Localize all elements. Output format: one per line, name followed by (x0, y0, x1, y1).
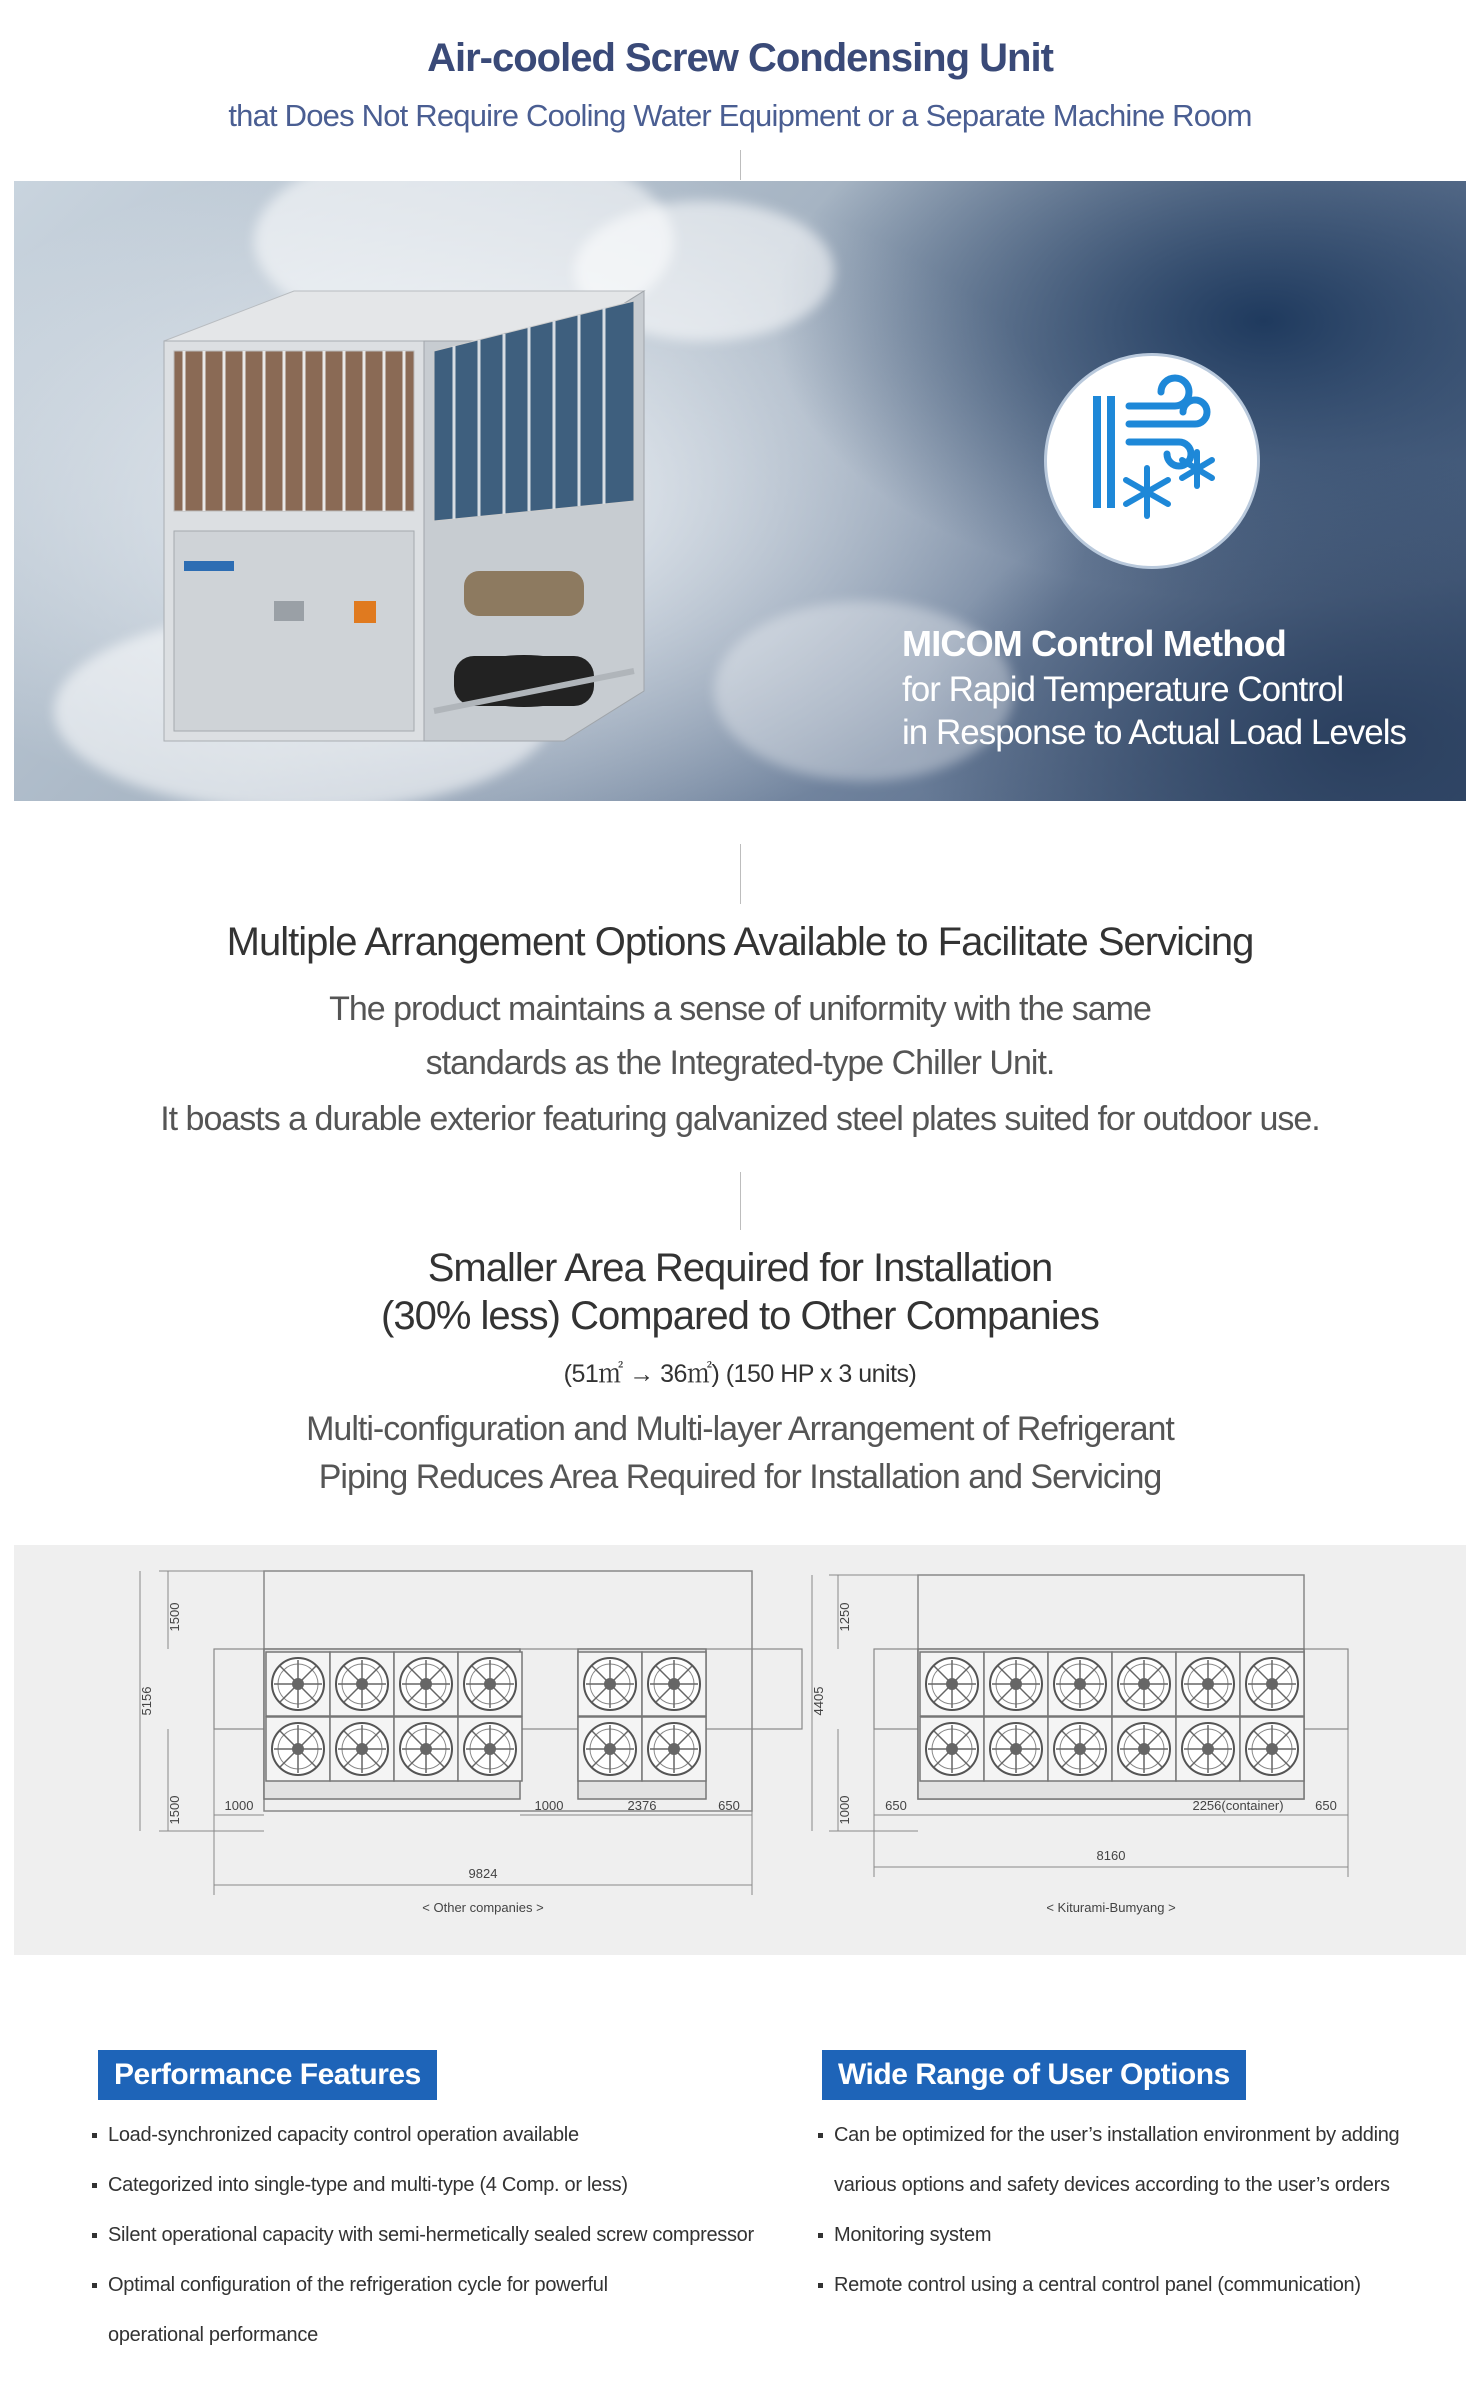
section-text-line: Piping Reduces Area Required for Installation and Servicing (318, 1458, 1162, 1496)
dim-label: 650 (718, 1798, 740, 1813)
hero-line-2: in Response to Actual Load Levels (902, 713, 1407, 752)
hero-banner (14, 181, 1466, 801)
user-options-list (818, 2110, 1458, 2310)
dim-label: 1000 (224, 1798, 254, 1813)
layout-comparison-diagram (14, 1545, 1466, 1955)
divider-line (740, 1172, 741, 1230)
area-note: (51㎡ → 36㎡) (150 HP x 3 units) (563, 1360, 917, 1388)
list-item: Silent operational capacity with semi-hermetically sealed screw compressor (92, 2210, 812, 2260)
list-item: Monitoring system (818, 2210, 1458, 2260)
dim-label: 5156 (139, 1686, 154, 1716)
dim-label: 1500 (167, 1795, 182, 1825)
list-item-continuation: various options and safety devices according to the user’s orders (834, 2174, 1390, 2196)
dim-label: 1500 (167, 1602, 182, 1632)
section-title-area: (30% less) Compared to Other Companies (381, 1294, 1099, 1338)
diagram-caption-right: < Kiturami-Bumyang > (1046, 1900, 1176, 1915)
list-item: Load-synchronized capacity control operation available (92, 2110, 812, 2160)
page-subtitle: that Does Not Require Cooling Water Equipment or a Separate Machine Room (228, 98, 1252, 133)
user-options-badge: Wide Range of User Options (822, 2050, 1246, 2100)
dim-label: 1000 (534, 1798, 564, 1813)
divider-line (740, 150, 741, 180)
dim-label: 4405 (811, 1686, 826, 1716)
list-item-continuation: operational performance (108, 2324, 318, 2346)
section-text-line: standards as the Integrated-type Chiller Unit. (425, 1044, 1055, 1082)
performance-features-list (92, 2110, 812, 2360)
diagram-caption-left: < Other companies > (422, 1900, 544, 1915)
dim-label: 650 (885, 1798, 907, 1813)
performance-features-badge: Performance Features (98, 2050, 437, 2100)
list-item: Can be optimized for the user’s installation environment by adding (818, 2110, 1458, 2160)
wind-snowflake-icon (1044, 353, 1260, 569)
dim-label: 8160 (1096, 1848, 1126, 1863)
divider-line (740, 844, 741, 904)
hero-line-1: for Rapid Temperature Control (902, 670, 1344, 709)
list-item: Categorized into single-type and multi-type (4 Comp. or less) (92, 2160, 812, 2210)
dim-label: 1250 (837, 1602, 852, 1632)
condensing-unit-image (144, 271, 704, 751)
hero-heading: MICOM Control Method (902, 623, 1286, 664)
page-title: Air-cooled Screw Condensing Unit (427, 36, 1053, 80)
dim-label: 9824 (468, 1866, 498, 1881)
section-text-line: The product maintains a sense of uniformity with the same (329, 990, 1151, 1028)
section-text-line: Multi-configuration and Multi-layer Arrangement of Refrigerant (306, 1410, 1174, 1448)
list-item: Optimal configuration of the refrigeration cycle for powerful (92, 2260, 812, 2310)
section-text-line: It boasts a durable exterior featuring galvanized steel plates suited for outdoor use. (160, 1100, 1320, 1138)
dim-label: 2256(container) (1192, 1798, 1284, 1813)
dim-label: 1000 (837, 1795, 852, 1825)
list-item: Remote control using a central control panel (communication) (818, 2260, 1458, 2310)
dim-label: 2376 (627, 1798, 657, 1813)
section-title-area: Smaller Area Required for Installation (427, 1246, 1053, 1290)
section-title-arrangement: Multiple Arrangement Options Available to Facilitate Servicing (226, 920, 1254, 964)
dim-label: 650 (1315, 1798, 1337, 1813)
